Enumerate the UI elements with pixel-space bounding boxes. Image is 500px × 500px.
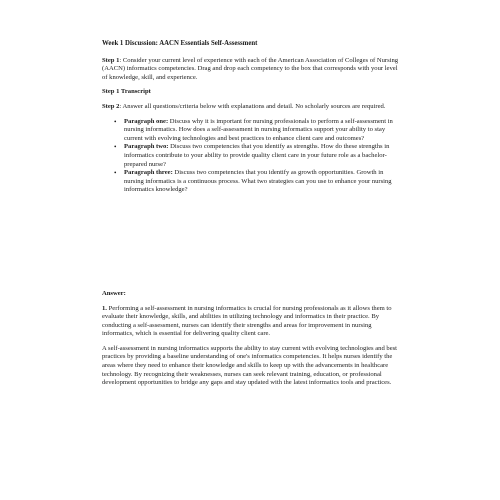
list-item bbox=[124, 118, 402, 144]
answer-paragraph-1 bbox=[102, 305, 402, 339]
step2-text: : Answer all questions/criteria below with explanations and detail. No scholarly sources are required. bbox=[119, 102, 386, 110]
transcript-heading: Step 1 Transcript bbox=[102, 88, 151, 96]
step2-label: Step 2 bbox=[102, 102, 120, 110]
step1-label: Step 1 bbox=[102, 56, 120, 64]
criteria-list bbox=[102, 118, 402, 195]
answer-label: Answer: bbox=[102, 289, 126, 297]
bullet-label: Paragraph one: bbox=[124, 117, 169, 125]
answer-paragraph-2: A self-assessment in nursing informatics supports the ability to stay current with evolving technologies and best practices by providing a baseline understanding of one's informatics competencies. It helps nurses identify the areas where they need to enhance their knowledge and skills to keep up with the advancements in healthcare technology. By recognizing their weaknesses, nurses can seek relevant training, education, or professional development opportunities to bridge any gaps and stay updated with the latest informatics tools and practices. bbox=[102, 344, 398, 387]
bullet-label: Paragraph three: bbox=[124, 169, 173, 177]
list-item bbox=[124, 169, 402, 195]
list-item bbox=[124, 143, 402, 169]
bullet-text: Discuss two competencies that you identify as strengths. How do these strengths in informatics contribute to your ability to provide quality client care in your future role as a bachelor-prepared nurse? bbox=[124, 143, 390, 168]
document-title: Week 1 Discussion: AACN Essentials Self-Assessment bbox=[102, 40, 258, 47]
blank-space bbox=[102, 195, 402, 290]
document-page bbox=[102, 40, 402, 394]
answer-number: 1. bbox=[102, 304, 107, 312]
step2-paragraph bbox=[102, 103, 402, 112]
bullet-text: Discuss two competencies that you identify as growth opportunities. Growth in nursing informatics is a continuous process. What two strategies can you use to enhance your nursing informatics knowledge? bbox=[124, 169, 392, 194]
bullet-label: Paragraph two: bbox=[124, 143, 169, 151]
bullet-text: Discuss why it is important for nursing professionals to perform a self-assessment in nursing informatics. How does a self-assessment in nursing informatics support your ability to stay current with evolving technologies and best practices to enhance client care and outcomes? bbox=[124, 117, 393, 142]
step1-text: : Consider your current level of experience with each of the American Association of Colleges of Nursing (AACN) informatics competencies. Drag and drop each competency to the box that corresponds with your level of knowledge, skill, and experience. bbox=[102, 56, 399, 81]
answer-text-1: Performing a self-assessment in nursing informatics is crucial for nursing professionals as it allows them to evaluate their knowledge, skills, and abilities in utilizing technology and informatics in their practice. By conducting a self-assessment, nurses can identify their strengths and areas for improvement in nursing informatics, which is essential for delivering quality client care. bbox=[102, 304, 392, 338]
step1-paragraph bbox=[102, 57, 402, 83]
